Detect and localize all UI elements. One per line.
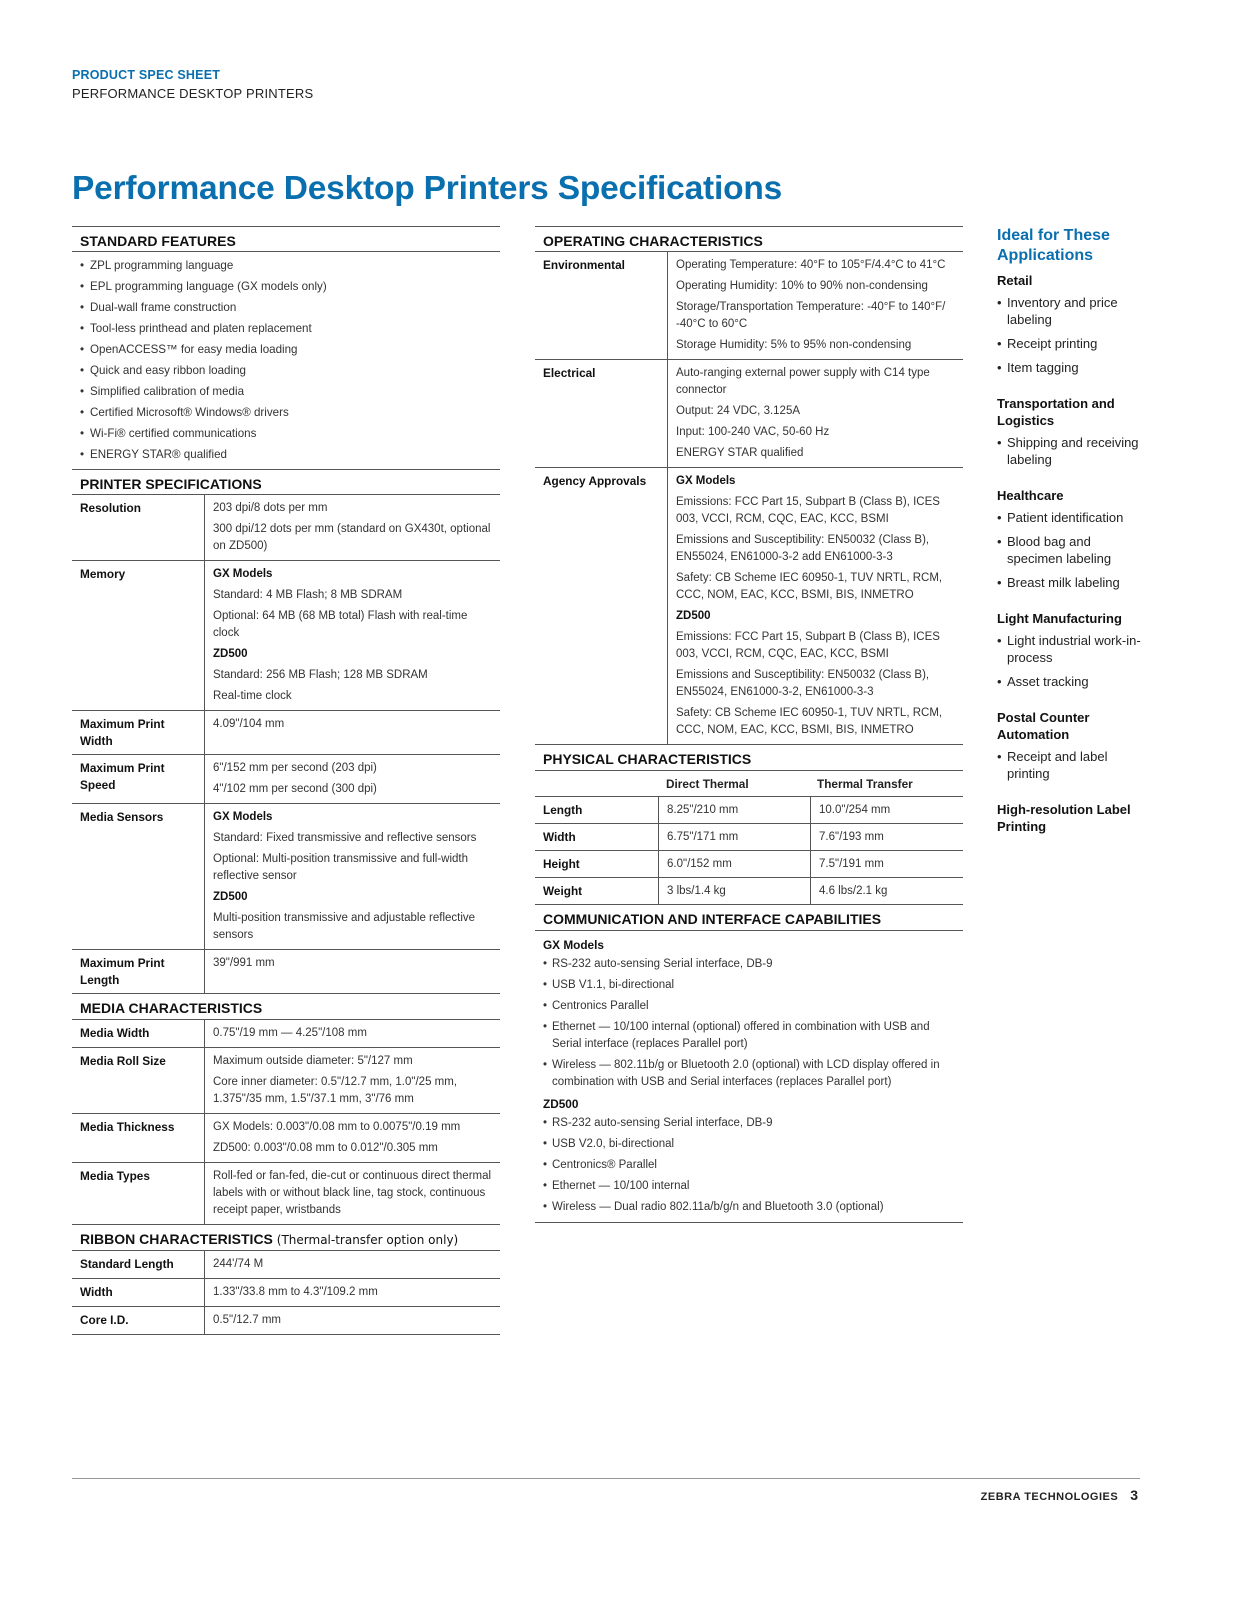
- spec-line: Standard: 4 MB Flash; 8 MB SDRAM: [213, 589, 403, 601]
- model-subheading: GX Models: [213, 811, 273, 823]
- ribbon-heading-note: (Thermal-transfer option only): [276, 1233, 459, 1247]
- spec-line: 6"/152 mm per second (203 dpi): [213, 762, 377, 774]
- physical-row: [535, 824, 963, 851]
- spec-row: [72, 1279, 500, 1307]
- feature-item: • Certified Microsoft® Windows® drivers: [80, 404, 492, 425]
- footer-divider: [72, 1478, 1140, 1479]
- spec-line: Emissions: FCC Part 15, Subpart B (Class B), ICES 003, VCCI, RCM, CQC, EAC, KCC, BSMI: [676, 631, 940, 660]
- spec-line: Storage Humidity: 5% to 95% non-condensing: [676, 339, 912, 351]
- spec-value: [205, 495, 500, 560]
- interface-list: [543, 955, 955, 1094]
- application-category: High-resolution Label Printing: [997, 802, 1131, 834]
- spec-line: Optional: 64 MB (68 MB total) Flash with real-time clock: [213, 610, 468, 639]
- thermal-transfer-value: 10.0"/254 mm: [819, 804, 891, 816]
- feature-item: • Tool-less printhead and platen replacement: [80, 320, 492, 341]
- application-list: [997, 746, 1145, 787]
- page-title: Performance Desktop Printers Specifications: [72, 170, 783, 207]
- application-item: • Asset tracking: [997, 671, 1145, 695]
- spec-line: Real-time clock: [213, 690, 292, 702]
- spec-row: [72, 1251, 500, 1279]
- physical-row: [535, 797, 963, 824]
- spec-row: [72, 1163, 500, 1225]
- spec-row: [535, 360, 963, 468]
- direct-thermal-value: 6.75"/171 mm: [659, 824, 811, 850]
- interface-item: • Centronics® Parallel: [543, 1156, 955, 1177]
- spec-value: [205, 1114, 500, 1162]
- interface-item: • Ethernet — 10/100 internal: [543, 1177, 955, 1198]
- ribbon-chars-heading: [72, 1225, 500, 1251]
- direct-thermal-value: 6.0"/152 mm: [659, 851, 811, 877]
- media-chars-heading: MEDIA CHARACTERISTICS: [72, 994, 500, 1020]
- application-category: Retail: [997, 273, 1033, 288]
- spec-line: Multi-position transmissive and adjustable reflective sensors: [213, 912, 476, 941]
- applications-title: Ideal for These Applications: [997, 227, 1110, 264]
- interface-item: • Wireless — Dual radio 802.11a/b/g/n and Bluetooth 3.0 (optional): [543, 1198, 955, 1219]
- spec-row: [72, 755, 500, 804]
- thermal-transfer-value: 4.6 lbs/2.1 kg: [819, 885, 888, 897]
- application-item: • Breast milk labeling: [997, 572, 1145, 596]
- thermal-transfer-value: 7.6"/193 mm: [819, 831, 884, 843]
- physical-row: [535, 878, 963, 905]
- spec-row: [72, 1020, 500, 1048]
- printer-specs-table: [72, 495, 500, 994]
- header-subtitle: PERFORMANCE DESKTOP PRINTERS: [72, 86, 314, 101]
- communication-body: [535, 931, 963, 1222]
- direct-thermal-value: 8.25"/210 mm: [659, 797, 811, 823]
- application-category: Transportation and Logistics: [997, 396, 1115, 428]
- interface-item: • RS-232 auto-sensing Serial interface, DB-9: [543, 955, 955, 976]
- spec-value: [205, 1163, 500, 1224]
- spec-label: Environmental: [535, 252, 668, 359]
- spec-row: [72, 950, 500, 994]
- spec-line: 4"/102 mm per second (300 dpi): [213, 783, 377, 795]
- spec-value: [205, 1307, 500, 1334]
- feature-item: • Quick and easy ribbon loading: [80, 362, 492, 383]
- model-subheading: GX Models: [676, 475, 736, 487]
- application-list: [997, 432, 1145, 473]
- physical-chars-heading: PHYSICAL CHARACTERISTICS: [535, 745, 963, 771]
- col-direct-thermal: Direct Thermal: [666, 777, 749, 791]
- spec-line: Safety: CB Scheme IEC 60950-1, TUV NRTL, RCM, CCC, NOM, EAC, KCC, BSMI, BIS, INMETRO: [676, 572, 943, 601]
- application-item: • Blood bag and specimen labeling: [997, 531, 1145, 572]
- spec-line: 0.5"/12.7 mm: [213, 1314, 282, 1326]
- spec-label: Agency Approvals: [535, 468, 668, 744]
- spec-line: 4.09"/104 mm: [213, 718, 285, 730]
- spec-line: Core inner diameter: 0.5"/12.7 mm, 1.0"/25 mm, 1.375"/35 mm, 1.5"/37.1 mm, 3"/76 mm: [213, 1076, 458, 1105]
- interface-item: • Centronics Parallel: [543, 997, 955, 1018]
- interface-item: • RS-232 auto-sensing Serial interface, DB-9: [543, 1114, 955, 1135]
- footer-company: ZEBRA TECHNOLOGIES: [980, 1491, 1119, 1503]
- spec-line: ZD500: 0.003"/0.08 mm to 0.012"/0.305 mm: [213, 1142, 438, 1154]
- interface-item: • USB V2.0, bi-directional: [543, 1135, 955, 1156]
- spec-label: Media Roll Size: [72, 1048, 205, 1113]
- application-item: • Receipt and label printing: [997, 746, 1145, 787]
- spec-line: Operating Temperature: 40°F to 105°F/4.4°C to 41°C: [676, 259, 946, 271]
- spec-line: Safety: CB Scheme IEC 60950-1, TUV NRTL, RCM, CCC, NOM, EAC, KCC, BSMI, BIS, INMETRO: [676, 707, 943, 736]
- page-footer: [981, 1487, 1138, 1503]
- spec-value: [668, 252, 963, 359]
- spec-row: [72, 1114, 500, 1163]
- spec-line: Emissions and Susceptibility: EN50032 (Class B), EN55024, EN61000-3-2 add EN61000-3-3: [676, 534, 930, 563]
- application-list: [997, 630, 1145, 695]
- spec-value: [205, 1279, 500, 1306]
- application-category: Healthcare: [997, 488, 1064, 503]
- interface-list: [543, 1114, 955, 1219]
- interface-item: • Ethernet — 10/100 internal (optional) offered in combination with USB and Serial interface (replaces Parallel port): [543, 1018, 955, 1056]
- model-subheading: ZD500: [543, 1097, 579, 1111]
- spec-line: Optional: Multi-position transmissive and full-width reflective sensor: [213, 853, 469, 882]
- printer-specs-heading: PRINTER SPECIFICATIONS: [72, 469, 500, 495]
- spec-line: 300 dpi/12 dots per mm (standard on GX430t, optional on ZD500): [213, 523, 491, 552]
- spec-value: [205, 1251, 500, 1278]
- interface-item: • Wireless — 802.11b/g or Bluetooth 2.0 (optional) with LCD display offered in combination with USB and Serial interfaces (replaces Parallel port): [543, 1056, 955, 1094]
- left-column: [72, 226, 500, 1335]
- spec-line: Storage/Transportation Temperature: -40°F to 140°F/ -40°C to 60°C: [676, 301, 946, 330]
- spec-line: GX Models: 0.003"/0.08 mm to 0.0075"/0.19 mm: [213, 1121, 461, 1133]
- feature-item: • OpenACCESS™ for easy media loading: [80, 341, 492, 362]
- spec-value: [205, 561, 500, 710]
- spec-value: [205, 755, 500, 803]
- standard-features-heading: STANDARD FEATURES: [72, 226, 500, 252]
- model-subheading: GX Models: [543, 938, 604, 952]
- spec-line: Maximum outside diameter: 5"/127 mm: [213, 1055, 413, 1067]
- model-subheading: GX Models: [213, 568, 273, 580]
- spec-row: [72, 711, 500, 755]
- spec-line: 39"/991 mm: [213, 957, 275, 969]
- spec-label: Width: [72, 1279, 205, 1306]
- application-list: [997, 507, 1145, 596]
- application-item: • Patient identification: [997, 507, 1145, 531]
- application-item: • Light industrial work-in-process: [997, 630, 1145, 671]
- page-header: [72, 68, 313, 101]
- spec-row: [535, 252, 963, 360]
- operating-chars-heading: OPERATING CHARACTERISTICS: [535, 226, 963, 252]
- physical-chars-table: [535, 771, 963, 905]
- standard-features-list: [72, 252, 500, 469]
- spec-row: [72, 1307, 500, 1335]
- spec-label: Media Types: [72, 1163, 205, 1224]
- spec-line: 1.33"/33.8 mm to 4.3"/109.2 mm: [213, 1286, 378, 1298]
- spec-line: 203 dpi/8 dots per mm: [213, 502, 328, 514]
- spec-row: [72, 804, 500, 950]
- feature-item: • EPL programming language (GX models only): [80, 278, 492, 299]
- spec-line: Standard: Fixed transmissive and reflective sensors: [213, 832, 477, 844]
- spec-line: Emissions: FCC Part 15, Subpart B (Class B), ICES 003, VCCI, RCM, CQC, EAC, KCC, BSMI: [676, 496, 940, 525]
- physical-label: Height: [535, 851, 659, 877]
- page-number: 3: [1130, 1487, 1138, 1503]
- direct-thermal-value: 3 lbs/1.4 kg: [659, 878, 811, 904]
- application-item: • Receipt printing: [997, 333, 1145, 357]
- spec-label: Resolution: [72, 495, 205, 560]
- spec-value: [205, 950, 500, 993]
- thermal-transfer-value: 7.5"/191 mm: [819, 858, 884, 870]
- applications-sidebar: [997, 226, 1145, 835]
- application-category: Light Manufacturing: [997, 611, 1122, 626]
- spec-value: [205, 1048, 500, 1113]
- header-kicker: PRODUCT SPEC SHEET: [72, 68, 221, 82]
- physical-header-row: [535, 771, 963, 797]
- physical-label: Weight: [535, 878, 659, 904]
- spec-row: [535, 468, 963, 745]
- spec-label: Memory: [72, 561, 205, 710]
- col-thermal-transfer: Thermal Transfer: [817, 777, 913, 791]
- spec-line: Operating Humidity: 10% to 90% non-condensing: [676, 280, 928, 292]
- interface-item: • USB V1.1, bi-directional: [543, 976, 955, 997]
- application-item: • Inventory and price labeling: [997, 292, 1145, 333]
- spec-label: Maximum Print Width: [72, 711, 205, 754]
- middle-column: [535, 226, 963, 1223]
- spec-value: [205, 711, 500, 754]
- communication-heading: COMMUNICATION AND INTERFACE CAPABILITIES: [535, 905, 963, 931]
- media-chars-table: [72, 1020, 500, 1225]
- spec-label: Maximum Print Speed: [72, 755, 205, 803]
- feature-item: • ENERGY STAR® qualified: [80, 446, 492, 467]
- spec-row: [72, 495, 500, 561]
- spec-line: Roll-fed or fan-fed, die-cut or continuous direct thermal labels with or without black line, tag stock, continuous receipt paper, wristbands: [213, 1170, 492, 1216]
- spec-label: Media Width: [72, 1020, 205, 1047]
- physical-label: Width: [535, 824, 659, 850]
- spec-label: Standard Length: [72, 1251, 205, 1278]
- spec-line: Emissions and Susceptibility: EN50032 (Class B), EN55024, EN61000-3-2, EN61000-3-3: [676, 669, 930, 698]
- spec-line: Auto-ranging external power supply with C14 type connector: [676, 367, 930, 396]
- spec-line: 0.75"/19 mm — 4.25"/108 mm: [213, 1027, 367, 1039]
- feature-item: • Wi-Fi® certified communications: [80, 425, 492, 446]
- physical-row: [535, 851, 963, 878]
- spec-label: Core I.D.: [72, 1307, 205, 1334]
- application-category: Postal Counter Automation: [997, 710, 1090, 742]
- spec-value: [205, 1020, 500, 1047]
- operating-chars-table: [535, 252, 963, 745]
- feature-item: • Dual-wall frame construction: [80, 299, 492, 320]
- model-subheading: ZD500: [676, 610, 711, 622]
- ribbon-heading-text: RIBBON CHARACTERISTICS: [80, 1231, 273, 1247]
- spec-label: Media Thickness: [72, 1114, 205, 1162]
- application-item: • Shipping and receiving labeling: [997, 432, 1145, 473]
- spec-value: [668, 468, 963, 744]
- spec-line: Input: 100-240 VAC, 50-60 Hz: [676, 426, 830, 438]
- physical-label: Length: [535, 797, 659, 823]
- model-subheading: ZD500: [213, 891, 248, 903]
- spec-label: Electrical: [535, 360, 668, 467]
- spec-line: ENERGY STAR qualified: [676, 447, 804, 459]
- spec-row: [72, 561, 500, 711]
- feature-item: • ZPL programming language: [80, 257, 492, 278]
- spec-line: 244'/74 M: [213, 1258, 264, 1270]
- spec-label: Maximum Print Length: [72, 950, 205, 993]
- spec-value: [668, 360, 963, 467]
- spec-line: Output: 24 VDC, 3.125A: [676, 405, 801, 417]
- application-list: [997, 292, 1145, 381]
- spec-value: [205, 804, 500, 949]
- spec-label: Media Sensors: [72, 804, 205, 949]
- spec-line: Standard: 256 MB Flash; 128 MB SDRAM: [213, 669, 428, 681]
- model-subheading: ZD500: [213, 648, 248, 660]
- ribbon-chars-table: [72, 1251, 500, 1335]
- spec-row: [72, 1048, 500, 1114]
- feature-item: • Simplified calibration of media: [80, 383, 492, 404]
- application-item: • Item tagging: [997, 357, 1145, 381]
